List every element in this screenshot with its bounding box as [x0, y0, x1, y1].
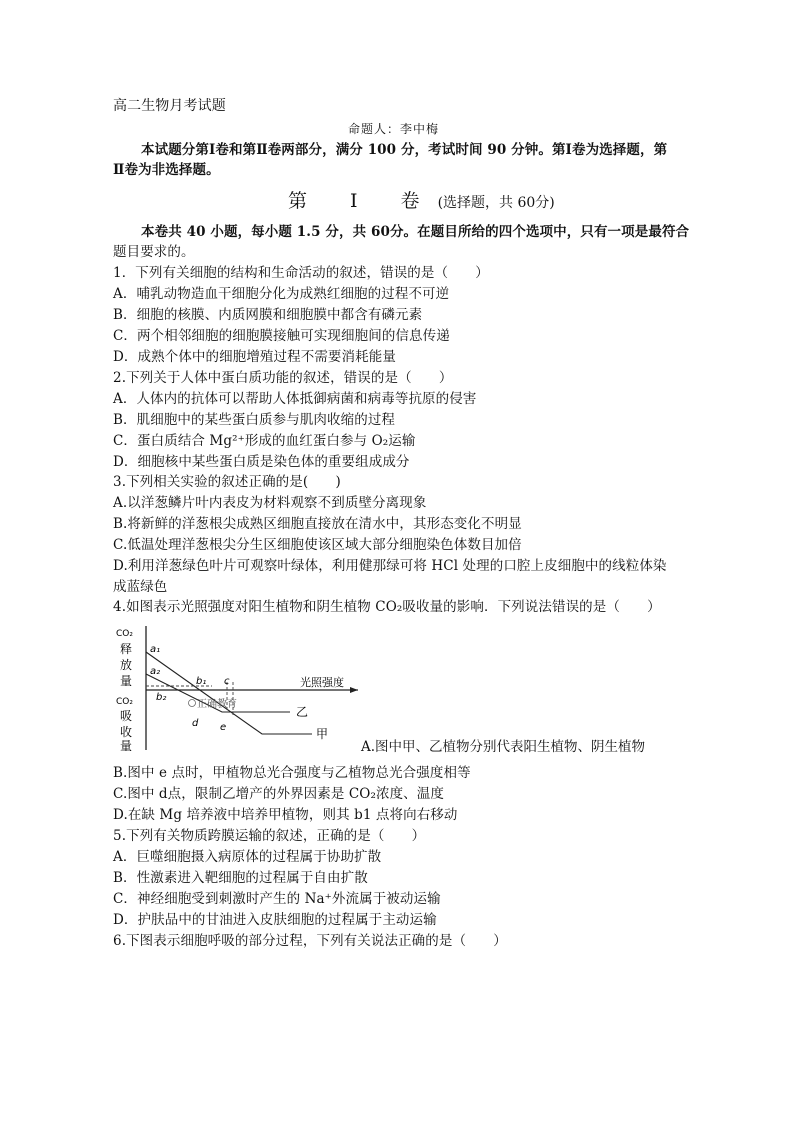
question-5-option-b: B．性激素进入靶细胞的过程属于自由扩散: [113, 870, 368, 886]
question-4-option-b: B.图中 e 点时，甲植物总光合强度与乙植物总光合强度相等: [113, 765, 471, 781]
question-3-option-c: C.低温处理洋葱根尖分生区细胞使该区域大部分细胞染色体数目加倍: [113, 537, 522, 553]
point-d: d: [192, 718, 199, 729]
section-subtitle: (选择题，共 60分): [437, 195, 555, 211]
y-bottom-label-0: CO₂: [116, 697, 133, 707]
question-1-option-c: C．两个相邻细胞的细胞膜接触可实现细胞间的信息传递: [113, 328, 450, 344]
watermark-text: 正确教育: [197, 699, 237, 710]
point-e: e: [220, 722, 227, 733]
question-2-option-a: A．人体内的抗体可以帮助人体抵御病菌和病毒等抗原的侵害: [113, 391, 477, 407]
question-2-option-b: B．肌细胞中的某些蛋白质参与肌肉收缩的过程: [113, 412, 396, 428]
point-c: c: [224, 676, 230, 687]
question-1-option-a: A．哺乳动物造血干细胞分化为成熟红细胞的过程不可逆: [113, 286, 450, 302]
question-1-stem: 1．下列有关细胞的结构和生命活动的叙述，错误的是（ ）: [113, 265, 489, 281]
question-4-stem: 4.如图表示光照强度对阳生植物和阴生植物 CO₂吸收量的影响．下列说法错误的是（ ）: [113, 599, 661, 615]
question-3-option-d-cont: 成蓝绿色: [113, 579, 168, 595]
point-b1: b₁: [196, 676, 207, 687]
curve-label-jia: 甲: [316, 727, 329, 741]
question-5-option-c: C．神经细胞受到刺激时产生的 Na⁺外流属于被动运输: [113, 891, 441, 907]
point-a2: a₂: [150, 666, 161, 677]
curve-label-yi: 乙: [296, 705, 309, 719]
section-title: 第 Ⅰ 卷: [288, 190, 432, 212]
intro-line-1: 本试题分第Ⅰ卷和第Ⅱ卷两部分，满分 100 分，考试时间 90 分钟。第Ⅰ卷为选择题，第: [141, 142, 668, 158]
question-4-option-d: D.在缺 Mg 培养液中培养甲植物，则其 b1 点将向右移动: [113, 807, 458, 823]
curve-jia: [146, 652, 312, 734]
section-heading: [288, 188, 555, 216]
x-axis-label: 光照强度: [300, 676, 344, 689]
y-top-label-0: CO₂: [116, 629, 133, 639]
question-1-option-d: D．成熟个体中的细胞增殖过程不需要消耗能量: [113, 349, 396, 365]
y-top-label-3: 量: [120, 674, 133, 688]
instructions-line-1: 本卷共 40 小题，每小题 1.5 分，共 60分。在题目所给的四个选项中，只有一项是最符合: [141, 224, 690, 240]
question-3-option-b: B.将新鲜的洋葱根尖成熟区细胞直接放在清水中，其形态变化不明显: [113, 516, 522, 532]
question-2-option-c: C．蛋白质结合 Mg²⁺形成的血红蛋白参与 O₂运输: [113, 433, 416, 449]
y-top-label-2: 放: [120, 658, 133, 672]
question-3-option-a: A.以洋葱鳞片叶内表皮为材料观察不到质壁分离现象: [113, 495, 427, 511]
author-line: 命题人：李中梅: [348, 122, 440, 136]
instructions-line-2: 题目要求的。: [113, 244, 195, 260]
watermark-icon: [189, 700, 196, 707]
question-3-stem: 3.下列相关实验的叙述正确的是( ): [113, 474, 341, 490]
question-4-option-c: C.图中 d点，限制乙增产的外界因素是 CO₂浓度、温度: [113, 786, 444, 802]
point-a1: a₁: [150, 644, 161, 655]
intro-line-2: Ⅱ卷为非选择题。: [113, 162, 220, 178]
question-6-stem: 6.下图表示细胞呼吸的部分过程，下列有关说法正确的是（ ）: [113, 933, 507, 949]
question-5-option-a: A．巨噬细胞摄入病原体的过程属于协助扩散: [113, 849, 382, 865]
light-intensity-figure: [112, 622, 362, 752]
question-2-option-d: D．细胞核中某些蛋白质是染色体的重要组成成分: [113, 454, 410, 470]
question-5-stem: 5.下列有关物质跨膜运输的叙述，正确的是（ ）: [113, 828, 426, 844]
y-bottom-label-3: 量: [120, 739, 133, 752]
y-bottom-label-1: 吸: [120, 709, 133, 723]
question-1-option-b: B．细胞的核膜、内质网膜和细胞膜中都含有磷元素: [113, 307, 423, 323]
y-bottom-label-2: 收: [120, 725, 133, 739]
question-2-stem: 2.下列关于人体中蛋白质功能的叙述，错误的是（ ）: [113, 370, 453, 386]
y-top-label-1: 释: [120, 642, 133, 656]
question-3-option-d: D.利用洋葱绿色叶片可观察叶绿体，利用健那绿可将 HCl 处理的口腔上皮细胞中的线粒体染: [113, 558, 667, 574]
question-4-option-a: A.图中甲、乙植物分别代表阳生植物、阴生植物: [361, 739, 646, 755]
question-5-option-d: D．护肤品中的甘油进入皮肤细胞的过程属于主动运输: [113, 912, 437, 928]
exam-title: 高二生物月考试题: [113, 98, 226, 114]
point-b2: b₂: [156, 692, 167, 703]
x-axis-arrow: [350, 687, 358, 693]
